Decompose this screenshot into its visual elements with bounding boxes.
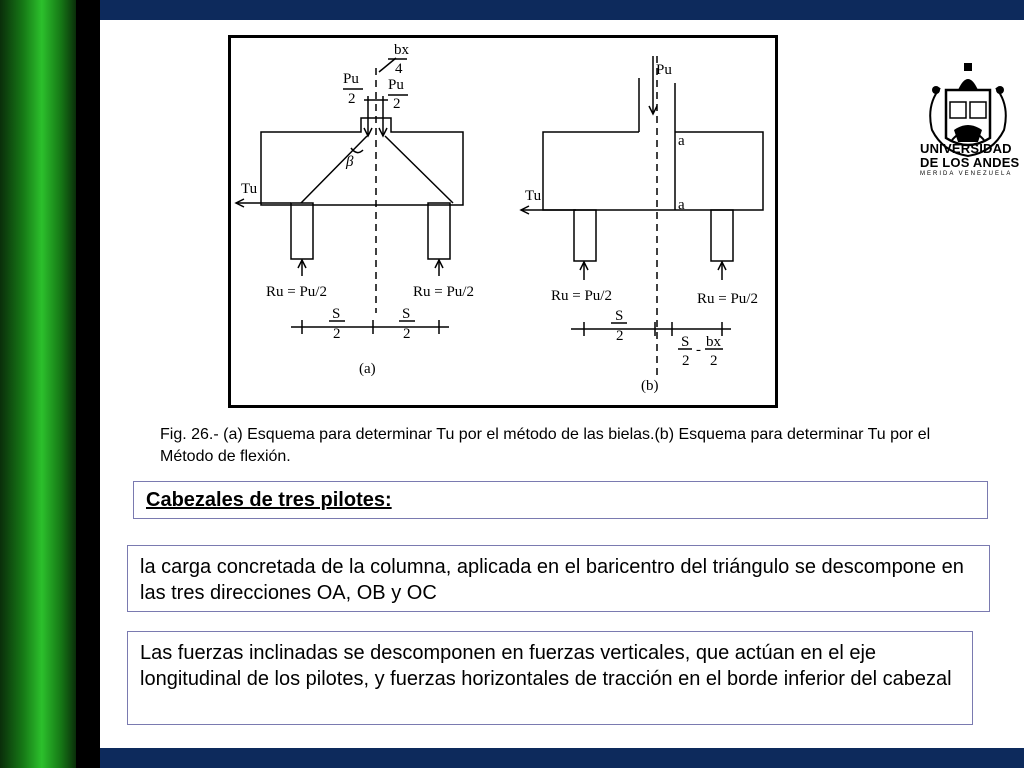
paragraph-box-1 <box>127 545 990 612</box>
logo-line1: UNIVERSIDAD <box>920 141 1012 156</box>
minus-b: - <box>696 342 701 358</box>
section-title-box <box>133 481 988 519</box>
s-left-den-a: 2 <box>333 326 341 342</box>
label-b: (b) <box>641 378 659 394</box>
bottom-blue-bar <box>100 748 1024 768</box>
logo-line3: MERIDA VENEZUELA <box>920 171 1013 177</box>
pile-b-left <box>574 210 596 261</box>
university-wordmark <box>920 142 1020 179</box>
paragraph-2: Las fuerzas inclinadas se descomponen en fuerzas verticales, que actúan en el eje longitudinal de los pilotes, y fuerzas horizontales de tracción en el borde inferior del cabezal <box>140 642 952 690</box>
pile-cap-figure <box>228 35 778 408</box>
pu-b: Pu <box>656 62 672 78</box>
logo-line2: DE LOS ANDES <box>920 155 1020 170</box>
paragraph-box-2 <box>127 631 973 725</box>
strut-a-right <box>385 136 453 203</box>
s-den-b: 2 <box>616 328 624 344</box>
ru-right-a: Ru = Pu/2 <box>413 284 474 300</box>
pile-cap-b-body <box>543 132 763 210</box>
pile-cap-diagram <box>231 38 781 411</box>
two-left-a: 2 <box>348 91 356 107</box>
diagram-b <box>521 56 763 378</box>
bx-den-b: 2 <box>710 353 718 369</box>
section-title: Cabezales de tres pilotes: <box>146 489 392 511</box>
tu-a: Tu <box>241 181 258 197</box>
top-blue-bar <box>100 0 1024 20</box>
figure-caption: Fig. 26.- (a) Esquema para determinar Tu por el método de las bielas.(b) Esquema para determinar Tu por el Método de flexión. <box>160 426 931 465</box>
s-right-a: S <box>402 306 411 322</box>
bx-pointer-a <box>379 58 396 72</box>
beta-label: β <box>346 154 354 170</box>
two-right-a: 2 <box>393 96 401 112</box>
a-top-b: a <box>678 133 685 149</box>
left-green-bar <box>0 0 76 768</box>
s-b: S <box>615 308 624 324</box>
pile-a-left <box>291 203 313 259</box>
bx-b: bx <box>706 334 721 350</box>
ru-right-b: Ru = Pu/2 <box>697 291 758 307</box>
strut-a-left <box>301 136 367 203</box>
pu-left-a: Pu <box>343 71 359 87</box>
s2-b: S <box>681 334 690 350</box>
ru-left-b: Ru = Pu/2 <box>551 288 612 304</box>
label-a: (a) <box>359 361 376 377</box>
pile-cap-a-body <box>261 118 463 205</box>
four-a: 4 <box>395 61 403 77</box>
s-right-den-a: 2 <box>403 326 411 342</box>
ru-left-a: Ru = Pu/2 <box>266 284 327 300</box>
tu-b: Tu <box>525 188 542 204</box>
beta-arc <box>351 148 363 153</box>
s2-den-b: 2 <box>682 353 690 369</box>
a-bottom-b: a <box>678 197 685 213</box>
pile-b-right <box>711 210 733 261</box>
bx-a: bx <box>394 42 409 58</box>
pile-a-right <box>428 203 450 259</box>
left-black-bar <box>76 0 100 768</box>
pu-right-a: Pu <box>388 77 404 93</box>
s-left-a: S <box>332 306 341 322</box>
paragraph-1: la carga concretada de la columna, aplicada en el baricentro del triángulo se descompone en las tres direcciones OA, OB y OC <box>140 556 964 604</box>
